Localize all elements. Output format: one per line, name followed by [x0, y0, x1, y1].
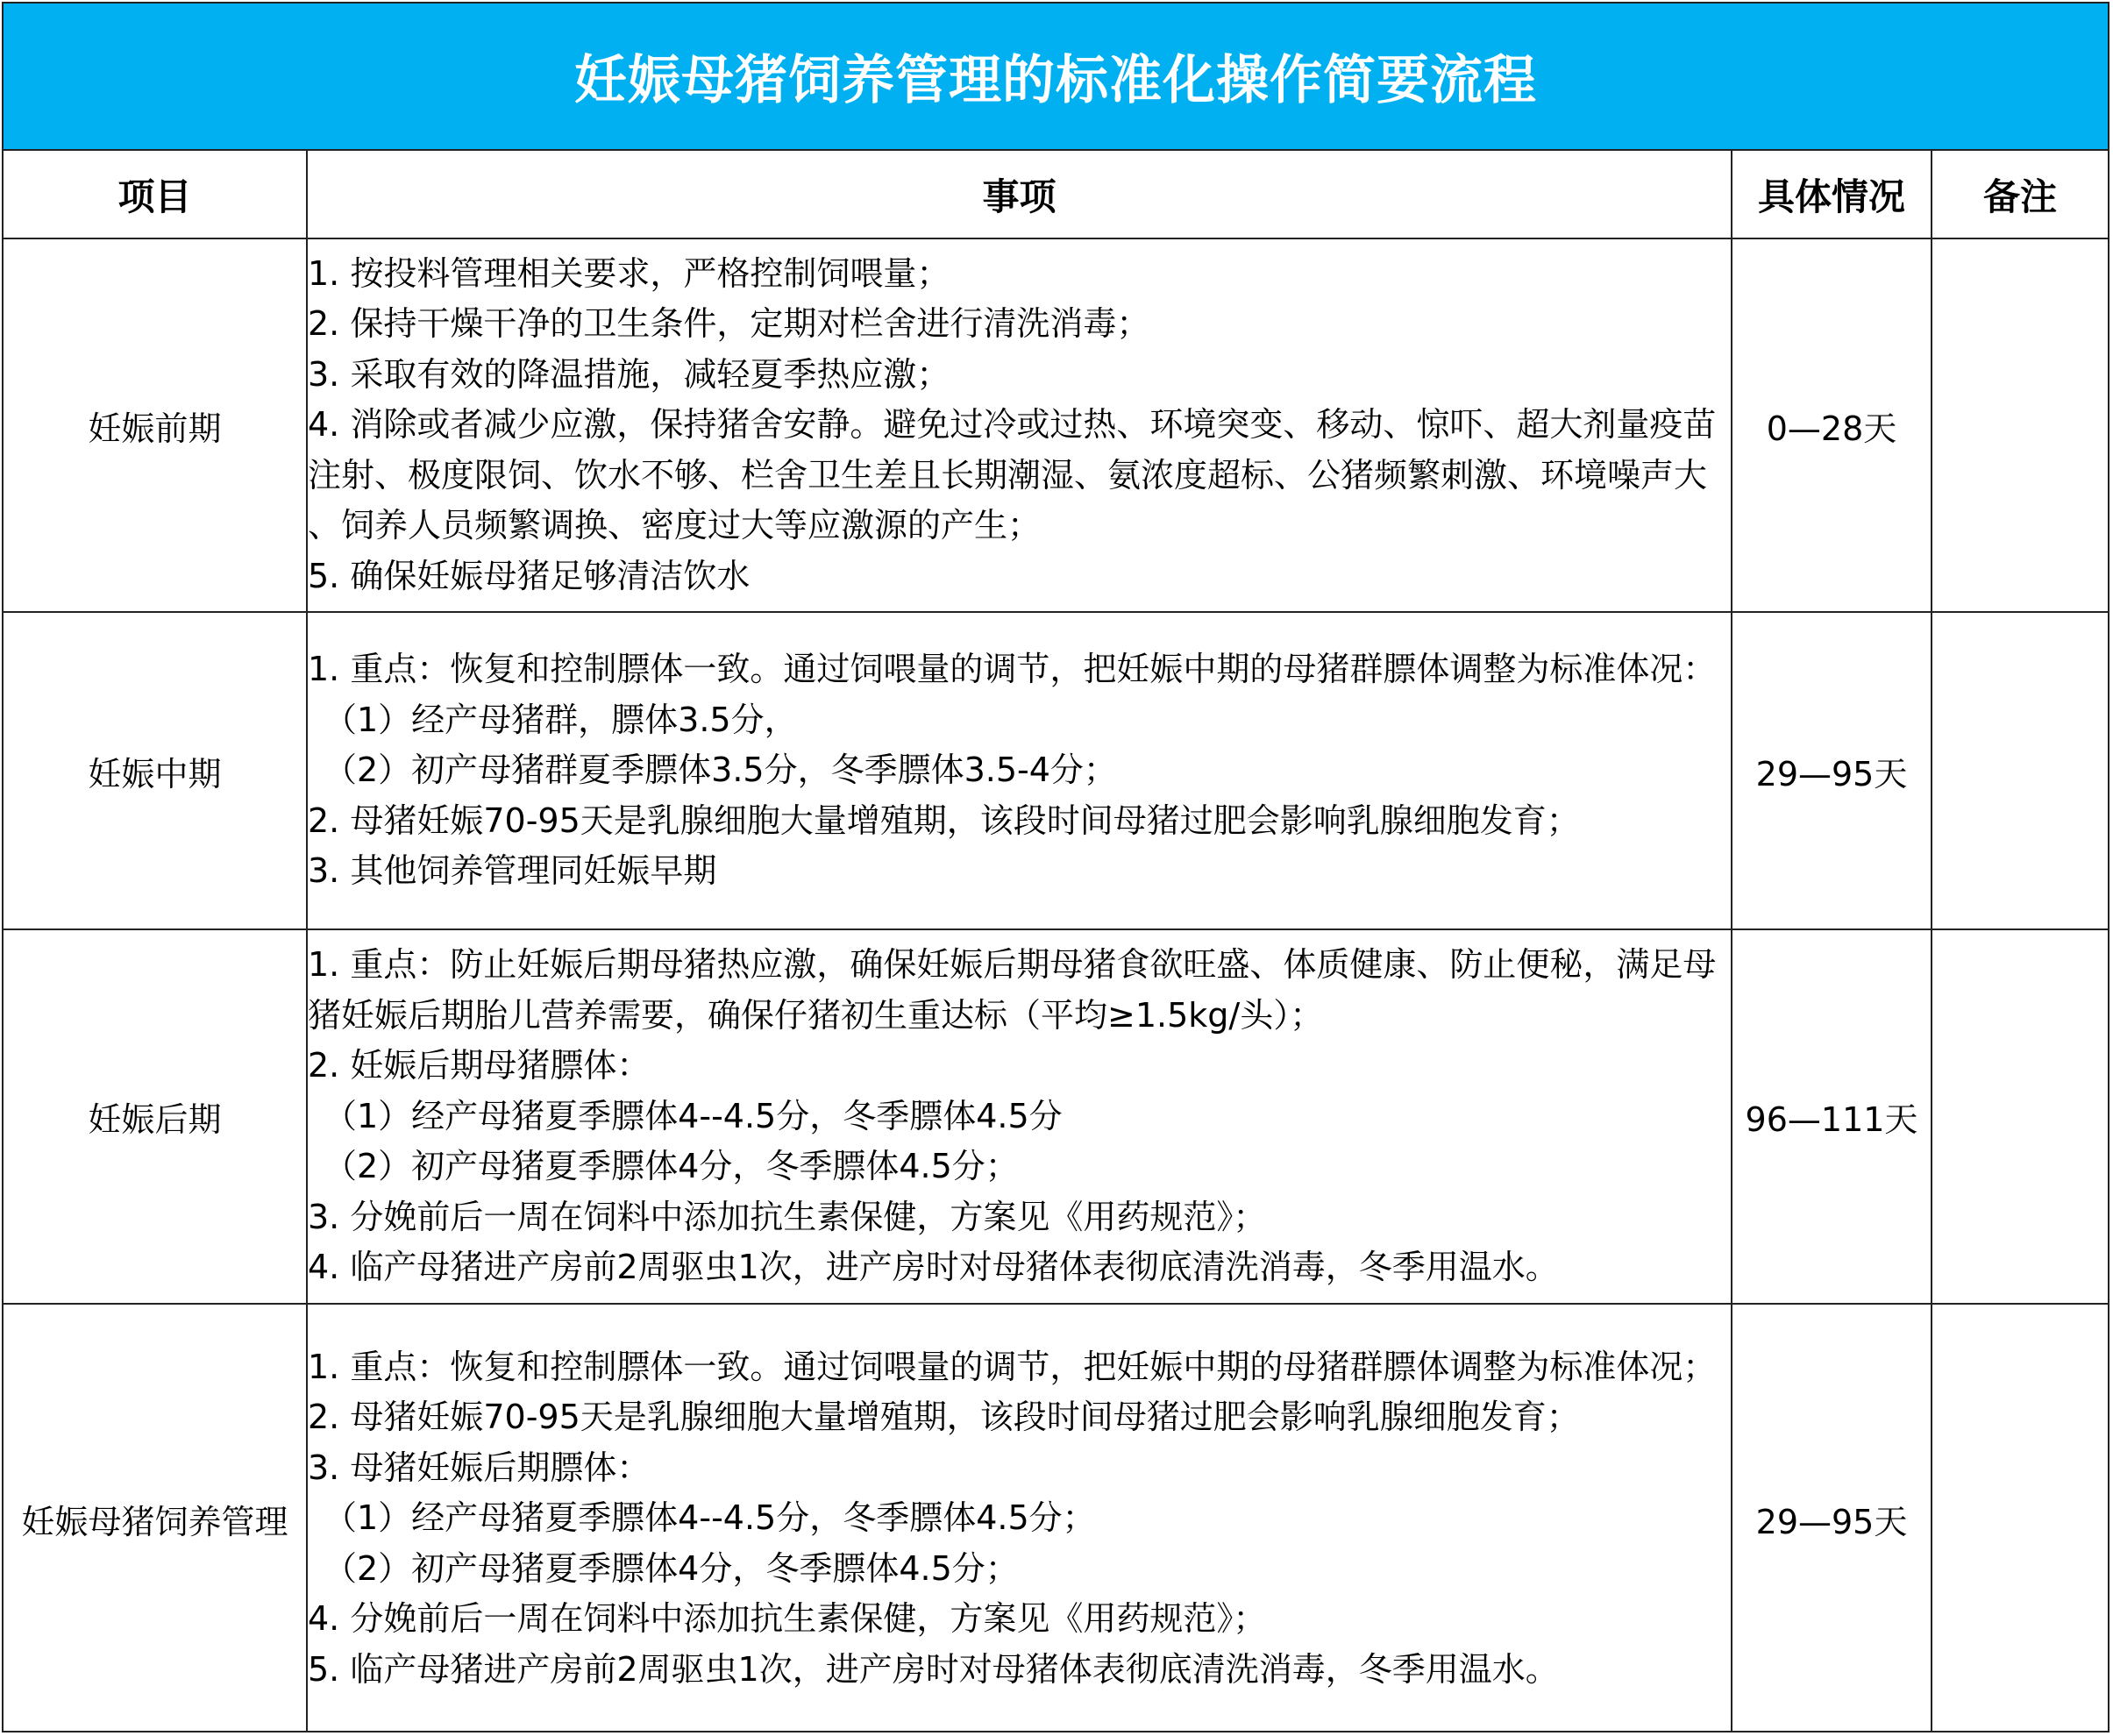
stage-cell[interactable]: 妊娠母猪饲养管理 — [4, 1304, 307, 1732]
matter-line: 4. 临产母猪进产房前2周驱虫1次，进产房时对母猪体表彻底清洗消毒，冬季用温水。 — [308, 1248, 1559, 1287]
matter-line: 2. 保持干燥干净的卫生条件，定期对栏舍进行清洗消毒； — [308, 304, 1150, 344]
matter-line: （2）初产母猪群夏季膘体3.5分，冬季膘体3.5-4分； — [324, 751, 1117, 790]
matter-line: 2. 母猪妊娠70-95天是乳腺细胞大量增殖期，该段时间母猪过肥会影响乳腺细胞发育； — [308, 800, 1580, 840]
matter-line: 1. 按投料管理相关要求，严格控制饲喂量； — [308, 253, 950, 293]
stage-cell[interactable]: 妊娠前期 — [4, 238, 307, 612]
matters-cell[interactable] — [307, 1304, 1732, 1732]
matter-line: 、饲养人员频繁调换、密度过大等应激源的产生； — [308, 506, 1042, 545]
header-row — [4, 151, 2108, 238]
matter-line: 3. 其他饲养管理同妊娠早期 — [308, 851, 717, 891]
matters-cell[interactable] — [307, 929, 1732, 1304]
header-notes[interactable]: 备注 — [1932, 151, 2108, 238]
matter-line: 3. 母猪妊娠后期膘体： — [308, 1448, 651, 1487]
matter-line: 4. 分娩前后一周在饲料中添加抗生素保健，方案见《用药规范》； — [308, 1599, 1267, 1639]
matter-line: 1. 重点：恢复和控制膘体一致。通过饲喂量的调节，把妊娠中期的母猪群膘体调整为标准体况： — [308, 650, 1717, 689]
matter-line: 4. 消除或者减少应激，保持猪舍安静。避免过冷或过热、环境突变、移动、惊吓、超大剂量疫苗 — [308, 405, 1717, 445]
stage-cell[interactable]: 妊娠后期 — [4, 929, 307, 1304]
matter-line: 2. 母猪妊娠70-95天是乳腺细胞大量增殖期，该段时间母猪过肥会影响乳腺细胞发育； — [308, 1398, 1580, 1437]
matter-line: （1）经产母猪群，膘体3.5分， — [324, 700, 798, 739]
sheet-title[interactable]: 妊娠母猪饲养管理的标准化操作简要流程 — [4, 4, 2108, 151]
matter-line: （2）初产母猪夏季膘体4分，冬季膘体4.5分； — [324, 1548, 1019, 1588]
matter-line: 3. 采取有效的降温措施，减轻夏季热应激； — [308, 354, 950, 394]
matter-line: 3. 分娩前后一周在饲料中添加抗生素保健，方案见《用药规范》； — [308, 1197, 1267, 1236]
procedure-table — [4, 151, 2108, 1732]
note-cell[interactable] — [1932, 238, 2108, 612]
header-details[interactable]: 具体情况 — [1732, 151, 1932, 238]
days-cell[interactable]: 29—95天 — [1732, 1304, 1932, 1732]
header-item[interactable]: 项目 — [4, 151, 307, 238]
matters-cell[interactable] — [307, 612, 1732, 929]
note-cell[interactable] — [1932, 612, 2108, 929]
matter-line: 注射、极度限饲、饮水不够、栏舍卫生差且长期潮湿、氨浓度超标、公猪频繁刺激、环境噪声大 — [308, 455, 1708, 494]
note-cell[interactable] — [1932, 1304, 2108, 1732]
matter-line: 5. 确保妊娠母猪足够清洁饮水 — [308, 556, 751, 595]
note-cell[interactable] — [1932, 929, 2108, 1304]
matter-line: 1. 重点：防止妊娠后期母猪热应激，确保妊娠后期母猪食欲旺盛、体质健康、防止便秘，满足母 — [308, 945, 1717, 985]
table-row — [4, 1304, 2108, 1732]
matter-line: 猪妊娠后期胎儿营养需要，确保仔猪初生重达标（平均≥1.5kg/头）； — [308, 995, 1324, 1035]
stage-cell[interactable]: 妊娠中期 — [4, 612, 307, 929]
spreadsheet — [2, 2, 2109, 1732]
matters-cell[interactable] — [307, 238, 1732, 612]
matter-line: 5. 临产母猪进产房前2周驱虫1次，进产房时对母猪体表彻底清洗消毒，冬季用温水。 — [308, 1649, 1559, 1689]
header-matters[interactable]: 事项 — [307, 151, 1732, 238]
days-cell[interactable]: 29—95天 — [1732, 612, 1932, 929]
matter-line: 2. 妊娠后期母猪膘体： — [308, 1046, 651, 1085]
matter-line: （1）经产母猪夏季膘体4--4.5分，冬季膘体4.5分； — [324, 1498, 1096, 1538]
table-row — [4, 238, 2108, 612]
table-row — [4, 929, 2108, 1304]
days-cell[interactable]: 0—28天 — [1732, 238, 1932, 612]
days-cell[interactable]: 96—111天 — [1732, 929, 1932, 1304]
table-row — [4, 612, 2108, 929]
matter-line: 1. 重点：恢复和控制膘体一致。通过饲喂量的调节，把妊娠中期的母猪群膘体调整为标准体况； — [308, 1347, 1717, 1386]
matter-line: （2）初产母猪夏季膘体4分，冬季膘体4.5分； — [324, 1147, 1019, 1186]
matter-line: （1）经产母猪夏季膘体4--4.5分，冬季膘体4.5分 — [324, 1096, 1063, 1135]
